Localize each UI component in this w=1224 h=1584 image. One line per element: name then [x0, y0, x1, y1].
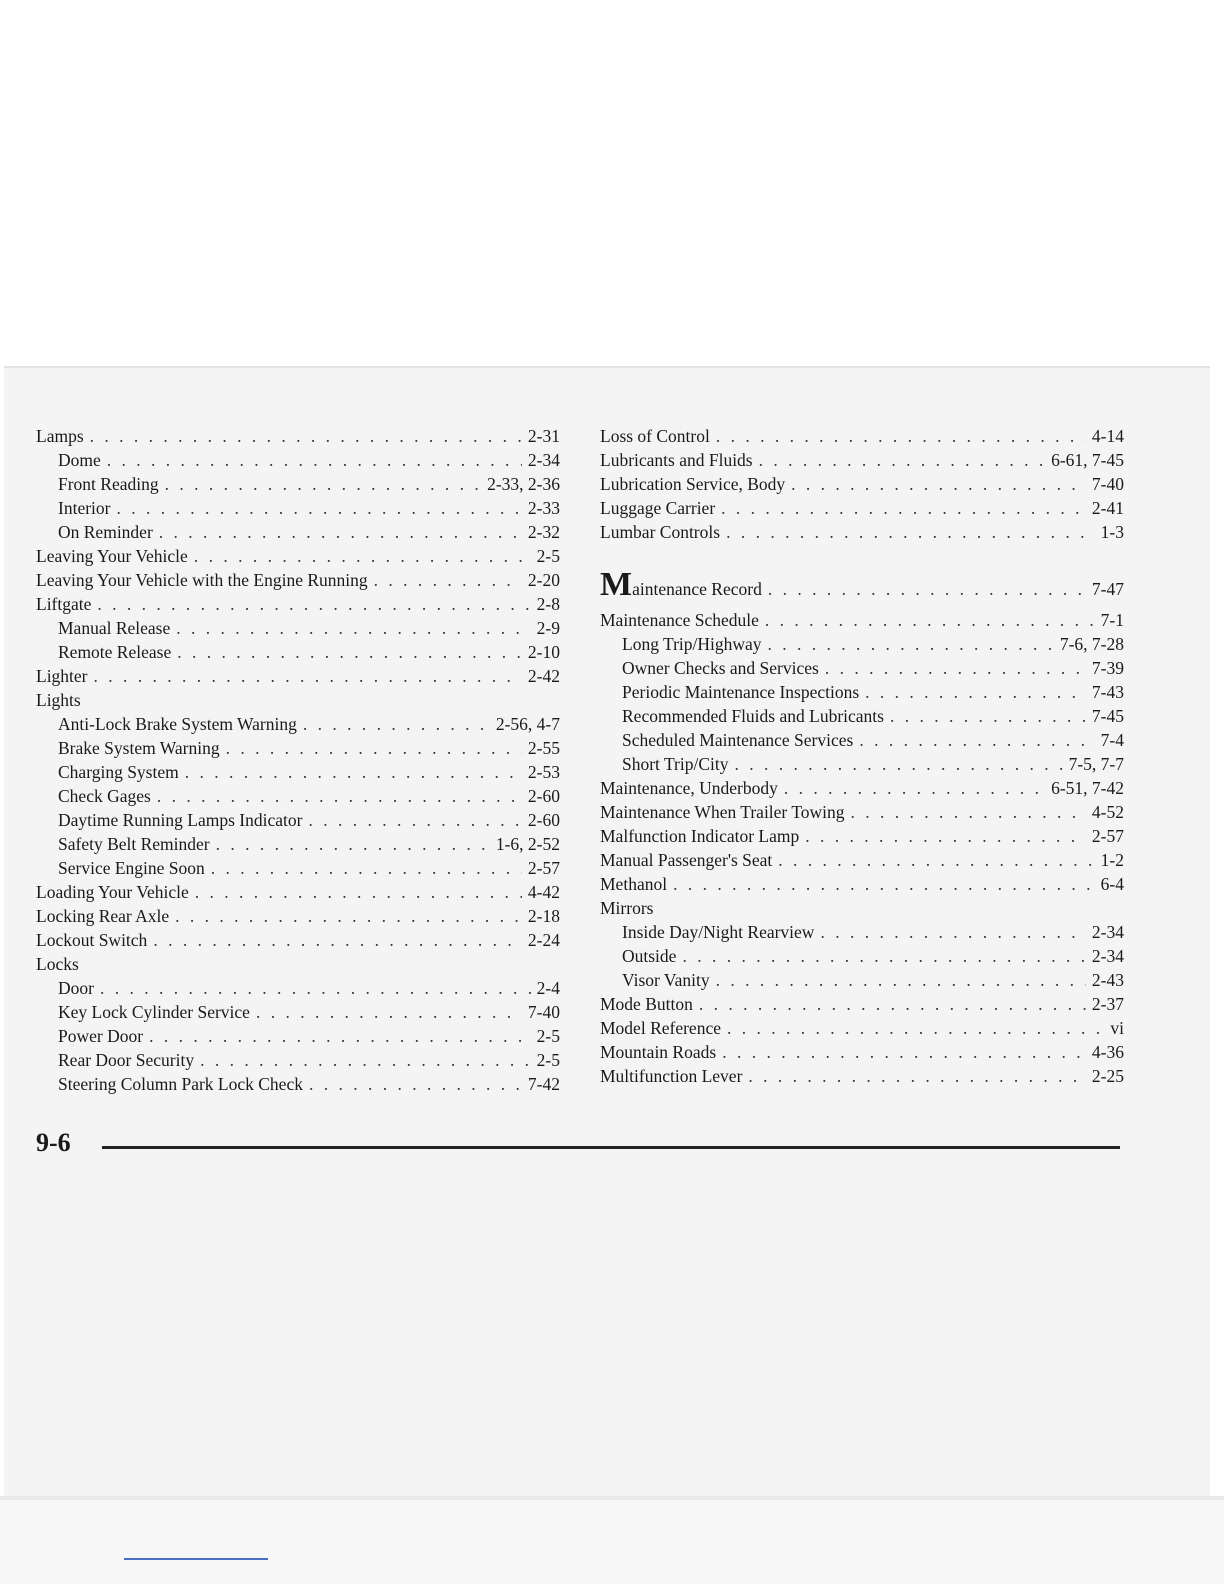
entry-page-ref: 7-45	[1091, 706, 1124, 726]
dot-leader	[176, 616, 530, 640]
section-gap	[600, 544, 1124, 568]
index-entry	[36, 784, 560, 808]
entry-label: Luggage Carrier	[600, 498, 716, 518]
entry-page-ref: 2-33, 2-36	[487, 474, 560, 494]
dot-leader	[97, 592, 530, 616]
dot-leader	[309, 1072, 522, 1096]
entry-page-ref: 7-43	[1091, 682, 1124, 702]
entry-label: Lumbar Controls	[600, 522, 721, 542]
footer-rule	[102, 1146, 1120, 1149]
dot-leader	[778, 848, 1094, 872]
entry-page-ref: 1-6, 2-52	[495, 834, 560, 854]
entry-label: Mountain Roads	[600, 1042, 717, 1062]
index-entry	[600, 848, 1124, 872]
index-entry	[600, 992, 1124, 1016]
entry-page-ref: 2-4	[536, 978, 560, 998]
entry-label: Mode Button	[600, 994, 693, 1014]
index-entry	[36, 496, 560, 520]
entry-label: Interior	[58, 498, 111, 518]
index-entry	[600, 896, 1124, 920]
dot-leader	[727, 1016, 1104, 1040]
index-group-m	[600, 608, 1124, 1088]
entry-page-ref: 6-51, 7-42	[1051, 778, 1124, 798]
entry-label: Dome	[58, 450, 101, 470]
page-number: 9-6	[36, 1128, 71, 1157]
entry-page-ref: 2-5	[536, 1026, 560, 1046]
index-entry	[36, 664, 560, 688]
entry-label: Inside Day/Night Rearview	[622, 922, 815, 942]
entry-page-ref: 7-40	[1091, 474, 1124, 494]
dot-leader	[195, 880, 522, 904]
index-entry	[36, 928, 560, 952]
entry-page-ref: 2-37	[1091, 994, 1124, 1014]
entry-label: Short Trip/City	[622, 754, 729, 774]
index-entry	[36, 616, 560, 640]
index-entry	[36, 592, 560, 616]
dot-leader	[768, 569, 1086, 609]
dot-leader	[748, 1064, 1086, 1088]
entry-label: Lights	[36, 690, 81, 710]
index-entry	[600, 776, 1124, 800]
dot-leader	[716, 424, 1086, 448]
dot-leader	[374, 568, 522, 592]
entry-label: Locking Rear Axle	[36, 906, 170, 926]
dot-leader	[716, 968, 1086, 992]
entry-label	[600, 568, 762, 609]
entry-label: Long Trip/Highway	[622, 634, 762, 654]
dot-leader	[726, 520, 1095, 544]
entry-page-ref: 7-4	[1100, 730, 1124, 750]
index-entry	[36, 544, 560, 568]
index-entry	[600, 824, 1124, 848]
entry-label: Manual Release	[58, 618, 171, 638]
entry-label: Maintenance, Underbody	[600, 778, 778, 798]
dot-leader	[805, 824, 1086, 848]
index-entry	[36, 1024, 560, 1048]
index-entry	[600, 944, 1124, 968]
dot-leader	[768, 632, 1054, 656]
entry-page-ref: 6-4	[1100, 874, 1124, 894]
entry-label-rest: aintenance Record	[632, 579, 762, 599]
entry-label: Safety Belt Reminder	[58, 834, 210, 854]
dot-leader	[226, 736, 522, 760]
dot-leader	[721, 496, 1086, 520]
index-entry	[36, 760, 560, 784]
entry-label: Loss of Control	[600, 426, 710, 446]
dot-leader	[157, 784, 522, 808]
entry-label: Model Reference	[600, 1018, 721, 1038]
entry-label: Mirrors	[600, 898, 654, 918]
index-entry	[600, 968, 1124, 992]
dot-leader	[820, 920, 1085, 944]
entry-page-ref: 2-53	[527, 762, 560, 782]
entry-label: Liftgate	[36, 594, 92, 614]
entry-label: Remote Release	[58, 642, 172, 662]
index-entry	[600, 448, 1124, 472]
entry-page-ref: 2-24	[527, 930, 560, 950]
entry-page-ref: 2-10	[527, 642, 560, 662]
dot-leader	[722, 1040, 1086, 1064]
index-entry	[600, 920, 1124, 944]
entry-label: Anti-Lock Brake System Warning	[58, 714, 297, 734]
entry-label: Maintenance When Trailer Towing	[600, 802, 845, 822]
entry-label: Multifunction Lever	[600, 1066, 743, 1086]
section-letter-m: M	[600, 566, 633, 603]
dot-leader	[784, 776, 1045, 800]
entry-page-ref: 2-55	[527, 738, 560, 758]
index-entry	[36, 472, 560, 496]
index-entry	[600, 472, 1124, 496]
entry-label: Lighter	[36, 666, 88, 686]
index-entry	[36, 448, 560, 472]
index-entry	[600, 872, 1124, 896]
index-entry	[36, 880, 560, 904]
entry-page-ref: 7-42	[527, 1074, 560, 1094]
entry-label: Charging System	[58, 762, 179, 782]
entry-page-ref: 4-52	[1091, 802, 1124, 822]
entry-page-ref: 2-34	[1091, 946, 1124, 966]
index-entry	[36, 712, 560, 736]
entry-page-ref: 6-61, 7-45	[1051, 450, 1124, 470]
dot-leader	[149, 1024, 531, 1048]
index-entry	[36, 688, 560, 712]
index-column-right	[600, 424, 1124, 1088]
entry-label: On Reminder	[58, 522, 153, 542]
index-entry-maintenance-record	[600, 568, 1124, 608]
dot-leader	[194, 544, 531, 568]
dot-leader	[94, 664, 522, 688]
index-entry	[36, 424, 560, 448]
dot-leader	[177, 640, 522, 664]
index-entry	[600, 656, 1124, 680]
index-entry	[600, 1016, 1124, 1040]
entry-label: Locks	[36, 954, 79, 974]
index-entry	[36, 1048, 560, 1072]
dot-leader	[308, 808, 521, 832]
entry-page-ref: 2-32	[527, 522, 560, 542]
dot-leader	[699, 992, 1086, 1016]
index-entry	[600, 704, 1124, 728]
dot-leader	[107, 448, 522, 472]
dot-leader	[865, 680, 1086, 704]
entry-label: Lubricants and Fluids	[600, 450, 753, 470]
index-entry	[36, 904, 560, 928]
dot-leader	[90, 424, 522, 448]
index-entry	[600, 424, 1124, 448]
entry-page-ref: 1-3	[1100, 522, 1124, 542]
index-entry	[600, 1064, 1124, 1088]
entry-page-ref: 7-40	[527, 1002, 560, 1022]
entry-label: Visor Vanity	[622, 970, 710, 990]
entry-label: Malfunction Indicator Lamp	[600, 826, 800, 846]
entry-page-ref: 2-43	[1091, 970, 1124, 990]
entry-page-ref: 2-8	[536, 594, 560, 614]
entry-label: Leaving Your Vehicle with the Engine Running	[36, 570, 368, 590]
index-entry	[36, 952, 560, 976]
entry-page-ref: 2-42	[527, 666, 560, 686]
dot-leader	[216, 832, 490, 856]
entry-page-ref: 2-31	[527, 426, 560, 446]
entry-label: Recommended Fluids and Lubricants	[622, 706, 884, 726]
index-entry	[36, 520, 560, 544]
index-entry	[36, 1000, 560, 1024]
index-entry	[600, 680, 1124, 704]
entry-label: Key Lock Cylinder Service	[58, 1002, 250, 1022]
entry-page-ref: 2-60	[527, 786, 560, 806]
entry-label: Loading Your Vehicle	[36, 882, 189, 902]
dot-leader	[211, 856, 522, 880]
entry-label: Lubrication Service, Body	[600, 474, 786, 494]
entry-page-ref: 1-2	[1100, 850, 1124, 870]
index-entry	[36, 976, 560, 1000]
index-entry	[600, 728, 1124, 752]
dot-leader	[682, 944, 1085, 968]
index-column-left	[36, 424, 560, 1096]
dot-leader	[851, 800, 1086, 824]
entry-label: Owner Checks and Services	[622, 658, 819, 678]
entry-label: Steering Column Park Lock Check	[58, 1074, 303, 1094]
index-entry	[600, 496, 1124, 520]
dot-leader	[825, 656, 1086, 680]
entry-label: Service Engine Soon	[58, 858, 205, 878]
dot-leader	[890, 704, 1086, 728]
entry-page-ref: 2-57	[1091, 826, 1124, 846]
entry-page-ref: 7-6, 7-28	[1059, 634, 1124, 654]
dot-leader	[859, 728, 1094, 752]
index-entry	[36, 640, 560, 664]
entry-page-ref: 2-34	[527, 450, 560, 470]
entry-page-ref: 2-34	[1091, 922, 1124, 942]
dot-leader	[159, 520, 522, 544]
index-entry	[36, 856, 560, 880]
entry-page-ref: 2-56, 4-7	[495, 714, 560, 734]
entry-label: Check Gages	[58, 786, 151, 806]
dot-leader	[200, 1048, 531, 1072]
entry-page-ref: 2-41	[1091, 498, 1124, 518]
dot-leader	[735, 752, 1063, 776]
dot-leader	[765, 608, 1095, 632]
entry-page-ref: 2-18	[527, 906, 560, 926]
entry-page-ref: 4-42	[527, 882, 560, 902]
index-entry	[36, 568, 560, 592]
dot-leader	[153, 928, 522, 952]
entry-label: Daytime Running Lamps Indicator	[58, 810, 303, 830]
entry-page-ref: 4-36	[1091, 1042, 1124, 1062]
dot-leader	[100, 976, 531, 1000]
dot-leader	[116, 496, 521, 520]
entry-page-ref: 7-47	[1091, 579, 1124, 599]
entry-label: Manual Passenger's Seat	[600, 850, 773, 870]
entry-page-ref: vi	[1110, 1018, 1124, 1038]
dot-leader	[185, 760, 522, 784]
entry-label: Lockout Switch	[36, 930, 148, 950]
dot-leader	[165, 472, 481, 496]
index-entry	[600, 1040, 1124, 1064]
index-entry	[36, 808, 560, 832]
index-entry	[36, 1072, 560, 1096]
entry-label: Leaving Your Vehicle	[36, 546, 188, 566]
entry-page-ref: 2-5	[536, 546, 560, 566]
entry-page-ref: 2-20	[527, 570, 560, 590]
entry-page-ref: 7-5, 7-7	[1068, 754, 1124, 774]
dot-leader	[256, 1000, 522, 1024]
entry-page-ref: 2-9	[536, 618, 560, 638]
page-bottom-shadow	[0, 1500, 1224, 1584]
entry-label: Lamps	[36, 426, 84, 446]
entry-page-ref: 2-25	[1091, 1066, 1124, 1086]
entry-page-ref: 7-1	[1100, 610, 1124, 630]
index-entry	[36, 736, 560, 760]
entry-page-ref: 2-57	[527, 858, 560, 878]
entry-label: Methanol	[600, 874, 668, 894]
entry-label: Power Door	[58, 1026, 144, 1046]
dot-leader	[303, 712, 490, 736]
index-entry	[36, 832, 560, 856]
index-entry	[600, 752, 1124, 776]
entry-label: Periodic Maintenance Inspections	[622, 682, 860, 702]
entry-label: Maintenance Schedule	[600, 610, 759, 630]
entry-page-ref: 4-14	[1091, 426, 1124, 446]
index-entry	[600, 800, 1124, 824]
entry-page-ref: 2-5	[536, 1050, 560, 1070]
index-group-l	[600, 424, 1124, 544]
entry-label: Door	[58, 978, 94, 998]
index-entry	[600, 520, 1124, 544]
dot-leader	[759, 448, 1045, 472]
entry-page-ref: 7-39	[1091, 658, 1124, 678]
index-entry	[600, 632, 1124, 656]
entry-label: Rear Door Security	[58, 1050, 195, 1070]
dot-leader	[791, 472, 1086, 496]
dot-leader	[175, 904, 522, 928]
bottom-accent-line	[124, 1558, 268, 1560]
entry-label: Scheduled Maintenance Services	[622, 730, 854, 750]
entry-page-ref: 2-33	[527, 498, 560, 518]
entry-page-ref: 2-60	[527, 810, 560, 830]
entry-label: Front Reading	[58, 474, 159, 494]
entry-label: Outside	[622, 946, 677, 966]
entry-label: Brake System Warning	[58, 738, 220, 758]
dot-leader	[673, 872, 1095, 896]
index-entry	[600, 608, 1124, 632]
